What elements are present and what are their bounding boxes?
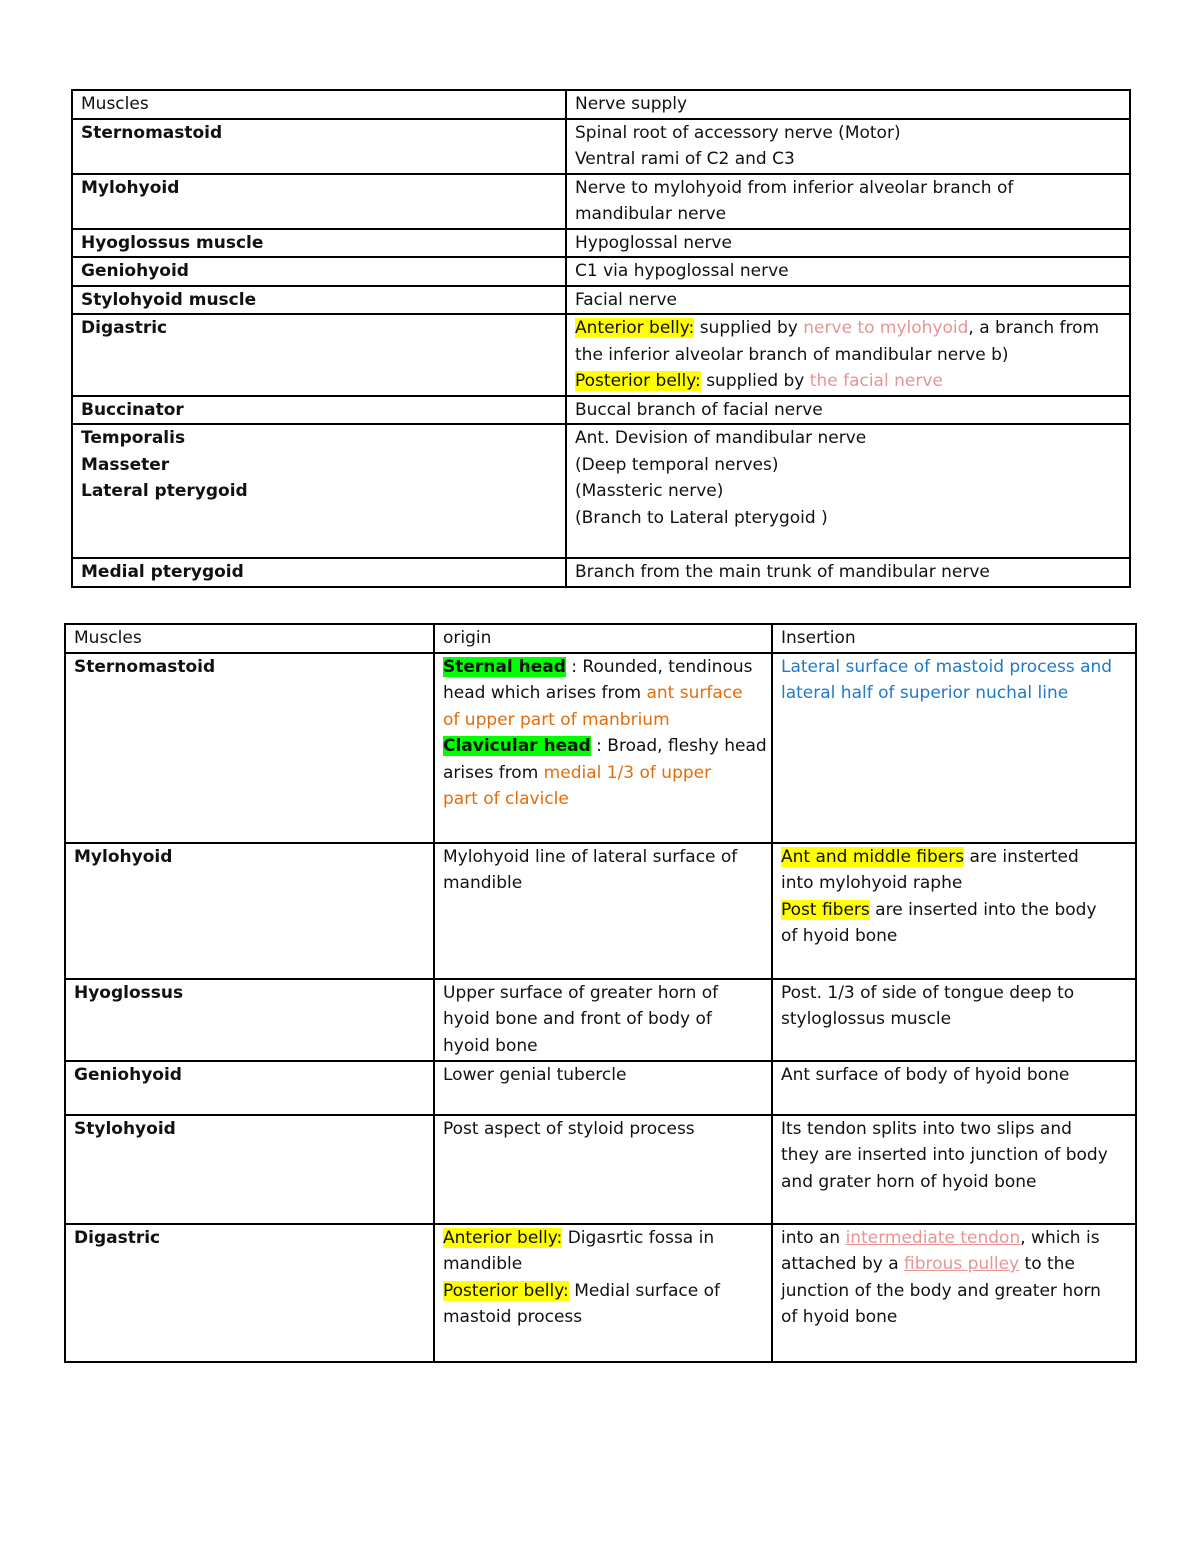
cell-line: Lateral surface of mastoid process and — [781, 656, 1113, 677]
cell-line: they are inserted into junction of body — [781, 1145, 1108, 1165]
insertion-cell — [772, 1224, 1136, 1362]
cell-line: styloglossus muscle — [781, 1009, 952, 1029]
muscle-cell: Stylohyoid — [65, 1115, 434, 1224]
cell-line: Ventral rami of C2 and C3 — [575, 149, 795, 169]
cell-line — [443, 1278, 763, 1305]
colored-text: nerve to mylohyoid — [803, 318, 969, 338]
table-row — [72, 314, 1130, 396]
nerve-cell: Branch from the main trunk of mandibular nerve — [566, 558, 1130, 587]
nerve-supply-table — [71, 89, 1131, 588]
cell-line: Temporalis — [81, 428, 186, 448]
highlight-label: Posterior belly: — [443, 1280, 569, 1301]
origin-cell — [434, 979, 772, 1061]
nerve-cell — [566, 314, 1130, 396]
cell-line — [781, 844, 1127, 871]
insertion-cell — [772, 979, 1136, 1061]
table-row — [65, 653, 1136, 843]
table-row — [72, 558, 1130, 587]
insertion-cell — [772, 1115, 1136, 1224]
muscle-cell: Digastric — [72, 314, 566, 396]
cell-line: mastoid process — [443, 1307, 583, 1327]
origin-cell — [434, 653, 772, 843]
insertion-cell — [772, 653, 1136, 843]
origin-cell: Post aspect of styloid process — [434, 1115, 772, 1224]
origin-cell — [434, 843, 772, 979]
table-row — [65, 979, 1136, 1061]
colored-text: fibrous pulley — [904, 1254, 1020, 1274]
cell-line: Masseter — [81, 454, 170, 475]
cell-line — [575, 368, 1121, 395]
cell-line: lateral half of superior nuchal line — [781, 683, 1069, 703]
muscle-cell: Hyoglossus — [65, 979, 434, 1061]
cell-line — [781, 1251, 1127, 1278]
cell-line: mandible — [443, 1254, 523, 1274]
cell-line: Nerve to mylohyoid from inferior alveolar branch of — [575, 177, 1014, 198]
cell-line: and grater horn of hyoid bone — [781, 1171, 1037, 1192]
cell-line: mandibular nerve — [575, 204, 727, 224]
muscle-cell: Hyoglossus muscle — [72, 229, 566, 258]
cell-line: (Deep temporal nerves) — [575, 454, 779, 475]
muscle-cell: Geniohyoid — [65, 1061, 434, 1115]
text-span: , a branch from — [968, 318, 1100, 338]
muscle-cell: Digastric — [65, 1224, 434, 1362]
text-span: supplied by — [700, 371, 810, 391]
cell-line — [781, 1225, 1127, 1252]
highlight-label: Sternal head — [443, 656, 566, 677]
cell-line — [575, 315, 1121, 342]
table-row — [72, 257, 1130, 286]
cell-line: the inferior alveolar branch of mandibular nerve b) — [575, 344, 1009, 365]
nerve-cell: C1 via hypoglossal nerve — [566, 257, 1130, 286]
table-row — [65, 1224, 1136, 1362]
header-cell: Muscles — [72, 90, 566, 119]
cell-line: Spinal root of accessory nerve (Motor) — [575, 122, 901, 143]
text-span: arises from — [443, 762, 544, 783]
origin-cell: Lower genial tubercle — [434, 1061, 772, 1115]
table-row — [72, 229, 1130, 258]
header-cell: Nerve supply — [566, 90, 1130, 119]
text-span: supplied by — [694, 318, 804, 338]
muscle-cell — [72, 424, 566, 558]
cell-line — [443, 1225, 763, 1252]
cell-line: hyoid bone and front of body of — [443, 1009, 712, 1029]
cell-line: (Massteric nerve) — [575, 481, 724, 501]
cell-line: of hyoid bone — [781, 1307, 898, 1327]
table-row — [72, 396, 1130, 425]
table-header-row — [65, 624, 1136, 653]
cell-line: hyoid bone — [443, 1035, 538, 1056]
cell-line: junction of the body and greater horn — [781, 1280, 1101, 1301]
insertion-cell: Ant surface of body of hyoid bone — [772, 1061, 1136, 1115]
cell-line — [443, 680, 763, 707]
origin-cell — [434, 1224, 772, 1362]
cell-line: mandible — [443, 873, 523, 893]
text-span: into an — [781, 1227, 846, 1248]
table-row — [65, 843, 1136, 979]
muscle-cell: Mylohyoid — [72, 174, 566, 229]
table-row — [72, 174, 1130, 229]
text-span: Digasrtic fossa in — [562, 1227, 715, 1248]
highlight-label: Post fibers — [781, 899, 870, 920]
cell-line: Post. 1/3 of side of tongue deep to — [781, 982, 1075, 1003]
cell-line: (Branch to Lateral pterygoid ) — [575, 507, 828, 528]
muscle-cell: Medial pterygoid — [72, 558, 566, 587]
cell-line: of upper part of manbrium — [443, 709, 670, 730]
muscle-cell: Buccinator — [72, 396, 566, 425]
cell-line — [781, 897, 1127, 924]
header-cell: origin — [434, 624, 772, 653]
cell-line: Lateral pterygoid — [81, 481, 248, 501]
muscle-cell: Sternomastoid — [72, 119, 566, 174]
colored-text: intermediate tendon — [845, 1227, 1021, 1248]
cell-line — [443, 733, 767, 760]
table-header-row — [72, 90, 1130, 119]
cell-line — [443, 760, 763, 787]
cell-line: Upper surface of greater horn of — [443, 982, 719, 1003]
colored-text: medial 1/3 of upper — [543, 762, 712, 783]
text-span: Medial surface of — [568, 1280, 721, 1301]
cell-line: Its tendon splits into two slips and — [781, 1118, 1072, 1139]
nerve-cell — [566, 424, 1130, 558]
colored-text: ant surface — [646, 683, 743, 703]
highlight-label: Posterior belly: — [575, 371, 701, 391]
nerve-cell — [566, 174, 1130, 229]
text-span: head which arises from — [443, 683, 647, 703]
highlight-label: Ant and middle fibers — [781, 846, 965, 867]
text-span: are insterted — [964, 846, 1079, 867]
cell-line: Ant. Devision of mandibular nerve — [575, 428, 867, 448]
table-row — [65, 1115, 1136, 1224]
insertion-cell — [772, 843, 1136, 979]
muscle-cell: Stylohyoid muscle — [72, 286, 566, 315]
cell-line — [443, 654, 763, 681]
muscle-cell: Mylohyoid — [65, 843, 434, 979]
highlight-label: Anterior belly: — [443, 1227, 563, 1248]
text-span: : Rounded, tendinous — [565, 656, 753, 677]
cell-line: Mylohyoid line of lateral surface of — [443, 846, 738, 867]
text-span: : Broad, fleshy head — [590, 736, 767, 756]
origin-insertion-table — [64, 623, 1137, 1363]
table-row — [72, 119, 1130, 174]
nerve-cell: Hypoglossal nerve — [566, 229, 1130, 258]
nerve-cell: Facial nerve — [566, 286, 1130, 315]
muscle-cell: Geniohyoid — [72, 257, 566, 286]
header-cell: Insertion — [772, 624, 1136, 653]
text-span: are inserted into the body — [869, 899, 1097, 920]
cell-line: of hyoid bone — [781, 926, 898, 946]
highlight-label: Clavicular head — [443, 736, 591, 756]
cell-line: into mylohyoid raphe — [781, 873, 963, 893]
nerve-cell — [566, 119, 1130, 174]
text-span: to the — [1019, 1254, 1075, 1274]
colored-text: the facial nerve — [809, 371, 943, 391]
text-span: attached by a — [781, 1254, 905, 1274]
table-row — [72, 286, 1130, 315]
table-row — [65, 1061, 1136, 1115]
cell-line: part of clavicle — [443, 789, 569, 809]
table-row — [72, 424, 1130, 558]
muscle-cell: Sternomastoid — [65, 653, 434, 843]
highlight-label: Anterior belly: — [575, 318, 695, 338]
nerve-cell: Buccal branch of facial nerve — [566, 396, 1130, 425]
text-span: , which is — [1020, 1227, 1100, 1248]
header-cell: Muscles — [65, 624, 434, 653]
